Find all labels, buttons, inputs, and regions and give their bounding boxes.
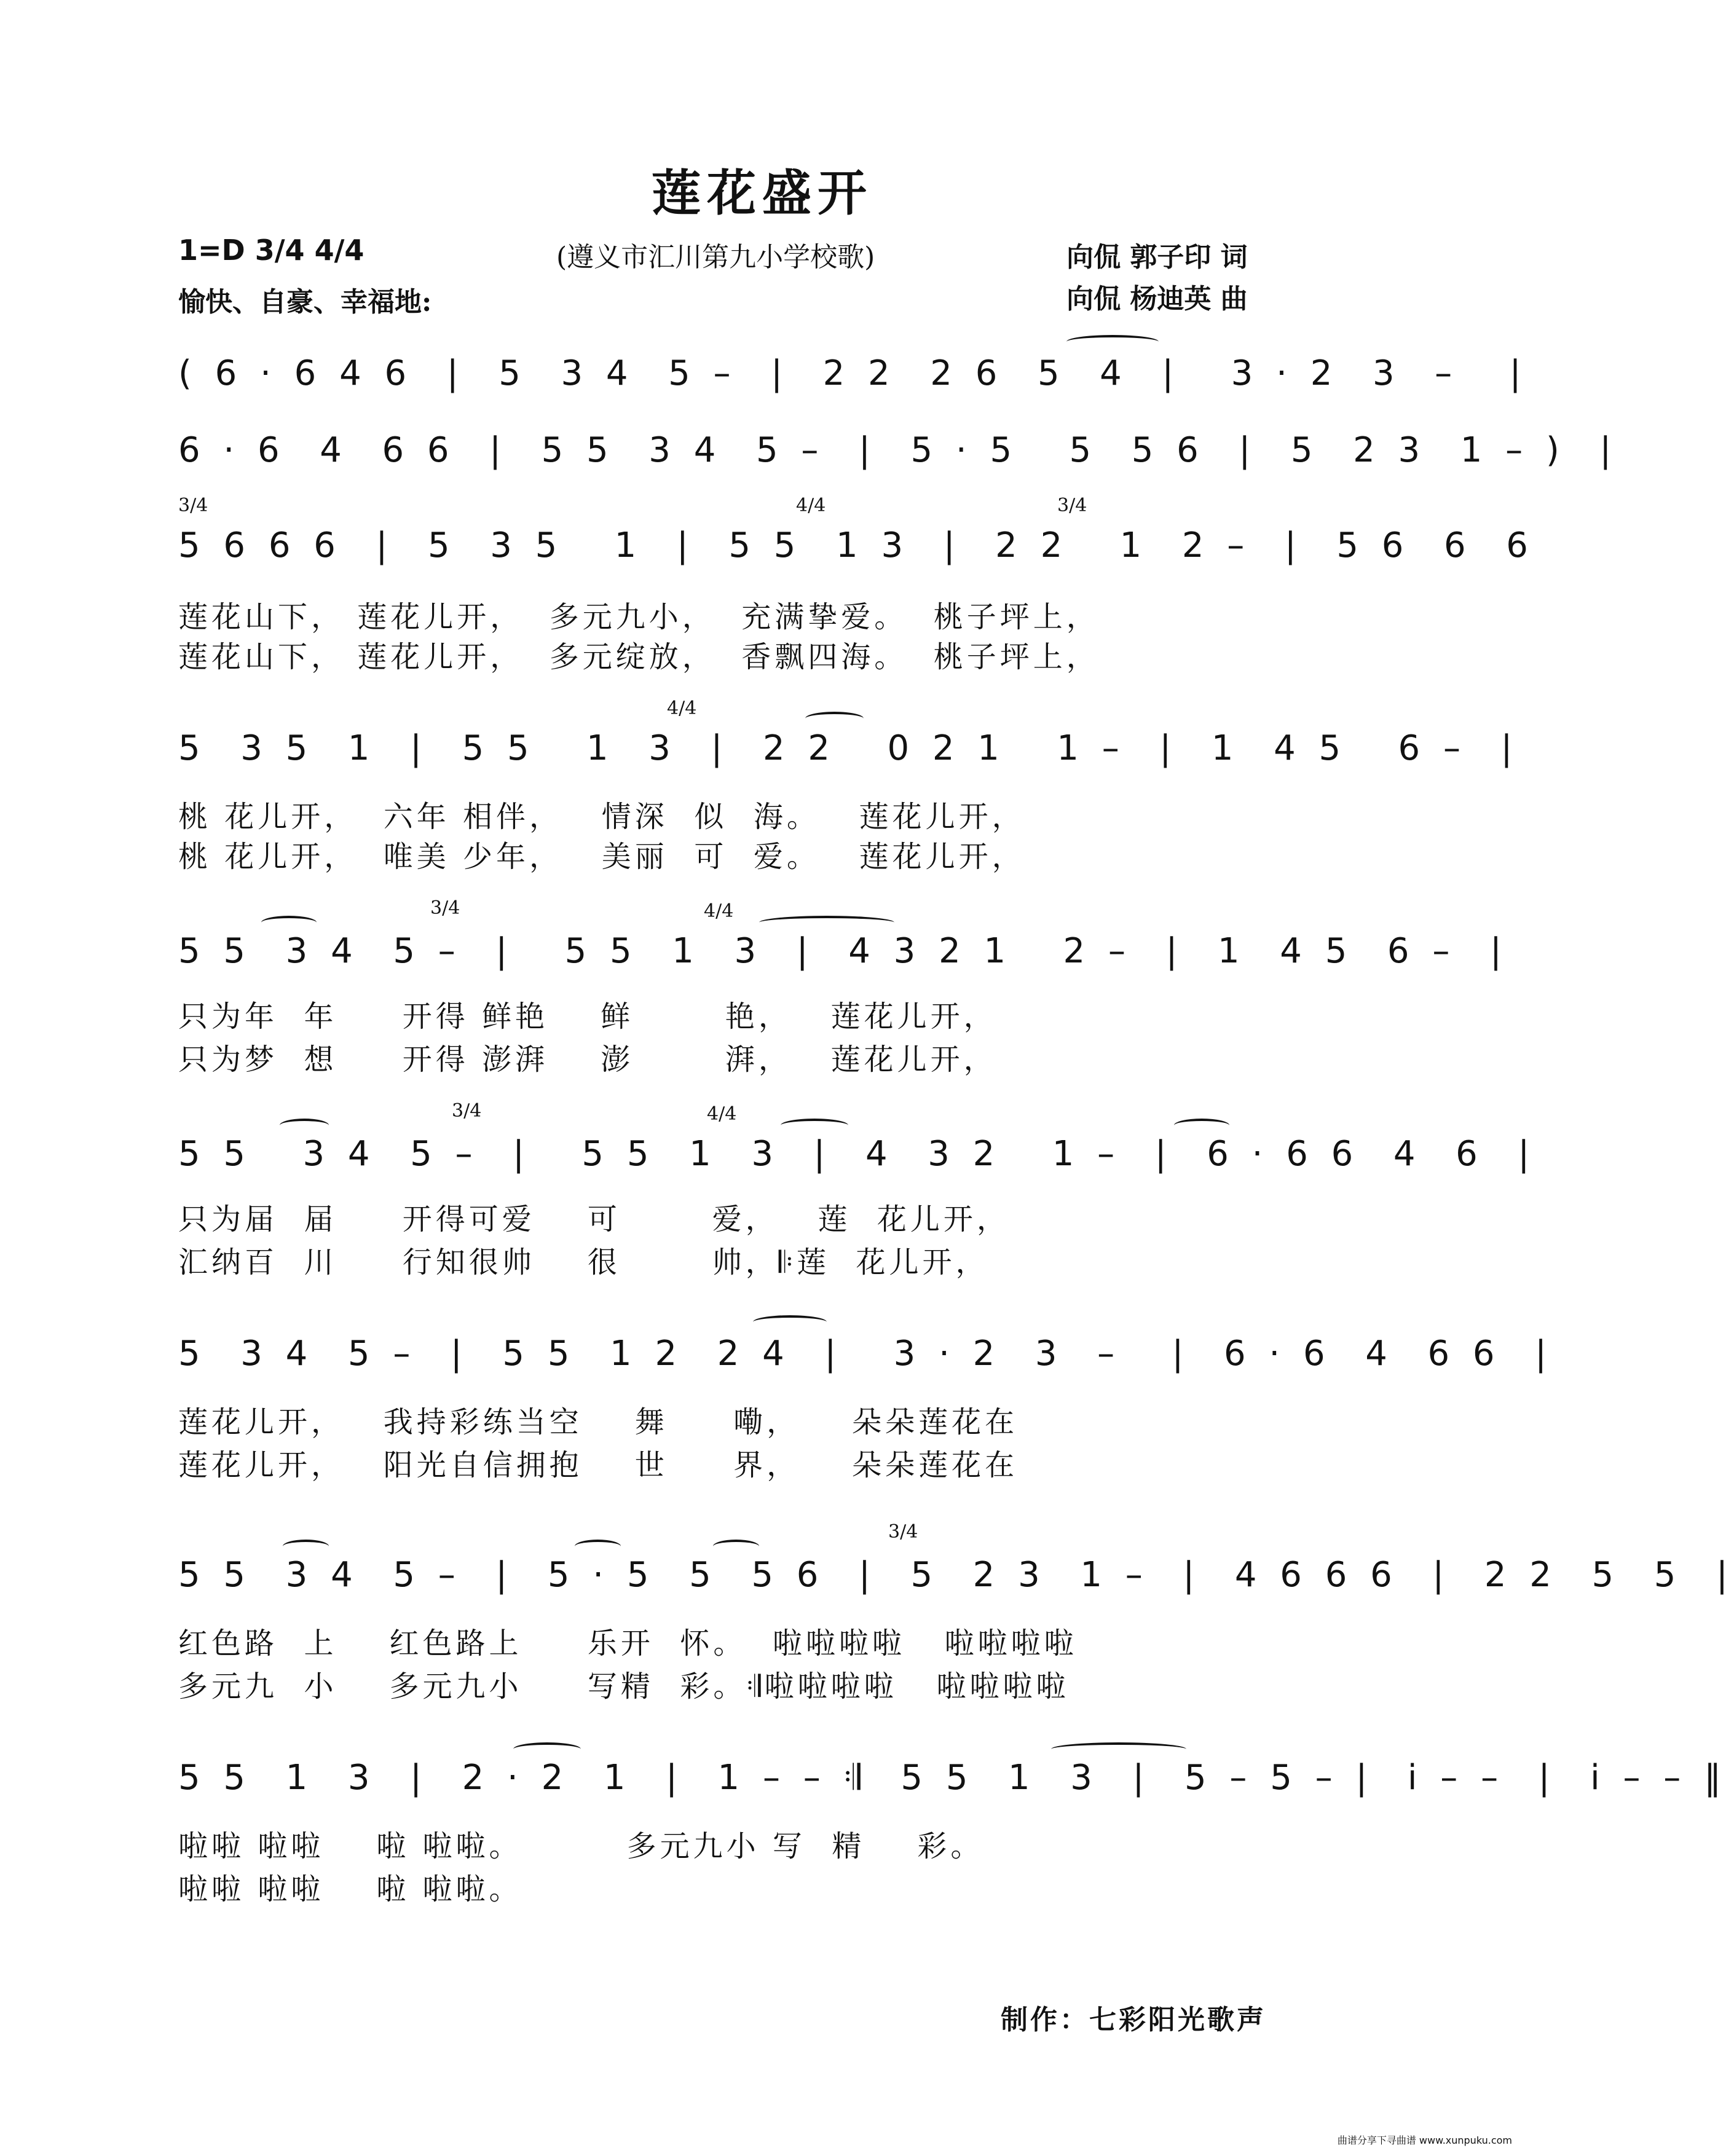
score-row-5 <box>178 931 1508 999</box>
subtitle: (遵义市汇川第九小学校歌) <box>556 242 875 273</box>
time-signature: 4/4 <box>667 698 697 719</box>
slur-mark <box>753 1315 827 1329</box>
slur-mark <box>759 916 894 929</box>
page-title: 莲花盛开 <box>652 165 873 222</box>
slur-mark <box>513 1742 581 1756</box>
lyric-verse-2: 莲花山下， 莲花儿开， 多元绽放， 香飘四海。 桃子坪上， <box>178 640 1100 674</box>
slur-mark <box>1066 335 1159 348</box>
notes-line: 5 5 3 4 5 – | 5 5 1 3 | 4 3 2 1 2 – | 1 4 5 6 – | <box>178 931 1508 971</box>
slur-mark <box>283 1540 329 1553</box>
lyric-verse-1: 莲花儿开， 我持彩练当空 舞 嘞， 朵朵莲花在 <box>178 1405 1019 1439</box>
lyric-verse-1: 只为年 年 开得 鲜艳 鲜 艳， 莲花儿开， <box>178 999 997 1034</box>
lyric-verse-2: 多元九 小 多元九小 写精 彩。𝄇啦啦啦啦 啦啦啦啦 <box>178 1669 1070 1704</box>
time-signature: 4/4 <box>796 495 826 516</box>
watermark: 曲谱分享下寻曲谱 www.xunpuku.com <box>1337 2134 1512 2146</box>
notes-line: 5 5 3 4 5 – | 5 · 5 5 5 6 | 5 2 3 1 – | 4 6 6 6 | 2 2 5 5 | <box>178 1555 1734 1595</box>
lyric-verse-1: 莲花山下， 莲花儿开， 多元九小， 充满挚爱。 桃子坪上， <box>178 600 1100 634</box>
score-row-4 <box>178 728 1519 796</box>
score-row-6 <box>178 1134 1536 1202</box>
time-signature: 3/4 <box>1057 495 1087 516</box>
lyric-verse-2: 汇纳百 川 行知很帅 很 帅，𝄆莲 花儿开， <box>178 1245 989 1280</box>
notes-line: 6 · 6 4 6 6 | 5 5 3 4 5 – | 5 · 5 5 5 6 | 5 2 3 1 – ) | <box>178 430 1618 470</box>
lyric-verse-2: 桃 花儿开， 唯美 少年， 美丽 可 爱。 莲花儿开， <box>178 840 1025 874</box>
notes-line: 5 3 4 5 – | 5 5 1 2 2 4 | 3 · 2 3 – | 6 · 6 4 6 6 | <box>178 1334 1553 1374</box>
time-signature: 4/4 <box>707 1103 737 1125</box>
slur-mark <box>1174 1119 1229 1132</box>
lyric-verse-1: 啦啦 啦啦 啦 啦啦。 多元九小 写 精 彩。 <box>178 1829 984 1863</box>
slur-mark <box>261 916 317 929</box>
credit: 制作：七彩阳光歌声 <box>1001 2004 1266 2036</box>
notes-line: 5 6 6 6 | 5 3 5 1 | 5 5 1 3 | 2 2 1 2 – | 5 6 6 6 <box>178 525 1534 565</box>
slur-mark <box>713 1540 759 1553</box>
notes-line: 5 5 3 4 5 – | 5 5 1 3 | 4 3 2 1 – | 6 · 6 6 4 6 | <box>178 1134 1536 1174</box>
score-row-1 <box>178 353 1527 421</box>
score-row-7 <box>178 1334 1553 1401</box>
time-signature: 3/4 <box>178 495 208 516</box>
score-row-9 <box>178 1758 1728 1825</box>
lyric-verse-2: 只为梦 想 开得 澎湃 澎 湃， 莲花儿开， <box>178 1042 997 1077</box>
tempo-mark: 愉快、自豪、幸福地: <box>178 286 432 318</box>
slur-mark <box>1051 1742 1186 1756</box>
lyric-verse-2: 莲花儿开， 阳光自信拥抱 世 界， 朵朵莲花在 <box>178 1448 1019 1482</box>
notes-line: 5 3 5 1 | 5 5 1 3 | 2 2 0 2 1 1 – | 1 4 5 6 – | <box>178 728 1519 768</box>
notes-line: ( 6 · 6 4 6 | 5 3 4 5 – | 2 2 2 6 5 4 | 3 · 2 3 – | <box>178 353 1527 393</box>
slur-mark <box>280 1119 329 1132</box>
slur-mark <box>781 1119 848 1132</box>
time-signature: 3/4 <box>452 1100 482 1122</box>
time-signature: 3/4 <box>430 897 460 919</box>
notes-line: 5 5 1 3 | 2 · 2 1 | 1 – – 𝄇 5 5 1 3 | 5 – 5 – | i – – | i – – ‖ <box>178 1758 1728 1798</box>
score-row-3 <box>178 525 1534 593</box>
slur-mark <box>805 712 864 725</box>
lyric-verse-1: 红色路 上 红色路上 乐开 怀。 啦啦啦啦 啦啦啦啦 <box>178 1626 1078 1661</box>
score-row-2 <box>178 430 1618 498</box>
lyric-verse-1: 桃 花儿开， 六年 相伴， 情深 似 海。 莲花儿开， <box>178 800 1025 834</box>
slur-mark <box>575 1540 621 1553</box>
time-signature: 3/4 <box>888 1521 918 1543</box>
key-meter: 1=D 3/4 4/4 <box>178 234 365 267</box>
lyricist: 向侃 郭子印 词 <box>1066 242 1248 273</box>
composer: 向侃 杨迪英 曲 <box>1066 283 1248 315</box>
time-signature: 4/4 <box>704 900 734 922</box>
lyric-verse-1: 只为届 届 开得可爱 可 爱， 莲 花儿开， <box>178 1202 1010 1237</box>
lyric-verse-2: 啦啦 啦啦 啦 啦啦。 <box>178 1872 522 1906</box>
score-row-8 <box>178 1555 1734 1623</box>
